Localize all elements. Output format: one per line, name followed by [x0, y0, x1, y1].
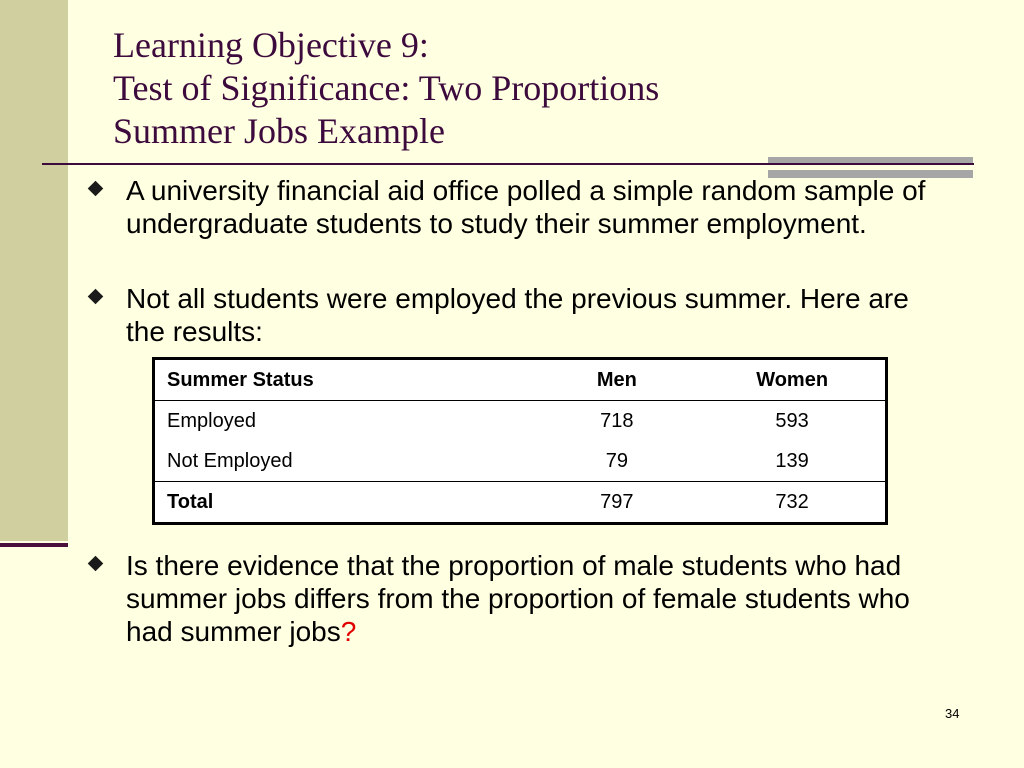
- women-total: 732: [775, 490, 809, 513]
- left-decorative-band: [0, 0, 68, 541]
- page-number: 34: [945, 706, 960, 721]
- title-line-3: Summer Jobs Example: [113, 111, 445, 151]
- row-label: Employed: [167, 409, 256, 432]
- diamond-bullet-icon: [88, 289, 104, 305]
- bullet-text: A university financial aid office polled a simple random sample of undergraduate students to study their summer employment.: [126, 175, 926, 239]
- left-accent-line: [0, 543, 68, 547]
- question-text: [126, 549, 940, 648]
- men-value: 79: [605, 449, 628, 472]
- men-total: 797: [600, 490, 634, 513]
- bullet-item: [90, 549, 940, 648]
- bullet-item: [90, 174, 940, 240]
- diamond-bullet-icon: [88, 556, 104, 572]
- question-body: Is there evidence that the proportion of male students who had summer jobs differs from the proportion of female students who had summer jobs: [126, 550, 910, 647]
- summer-jobs-table: [152, 357, 888, 525]
- title-line-1: Learning Objective 9:: [113, 25, 429, 65]
- table-row: [154, 401, 887, 442]
- table-header-row: [154, 359, 887, 401]
- table-row: [154, 441, 887, 482]
- title-line-2: Test of Significance: Two Proportions: [113, 68, 660, 108]
- women-value: 593: [775, 409, 809, 432]
- table-total-row: [154, 482, 887, 524]
- header-men: Men: [596, 368, 637, 391]
- header-summer-status: Summer Status: [167, 368, 314, 391]
- men-value: 718: [600, 409, 634, 432]
- bullet-text: Not all students were employed the previous summer. Here are the results:: [126, 283, 909, 347]
- diamond-bullet-icon: [88, 181, 104, 197]
- row-label: Not Employed: [167, 449, 293, 472]
- slide-title: [113, 24, 659, 153]
- women-value: 139: [775, 449, 809, 472]
- header-women: Women: [756, 368, 829, 391]
- total-label: Total: [167, 490, 214, 513]
- title-underline-rule: [42, 163, 974, 165]
- bullet-item: [90, 282, 940, 348]
- question-mark: ?: [340, 616, 357, 647]
